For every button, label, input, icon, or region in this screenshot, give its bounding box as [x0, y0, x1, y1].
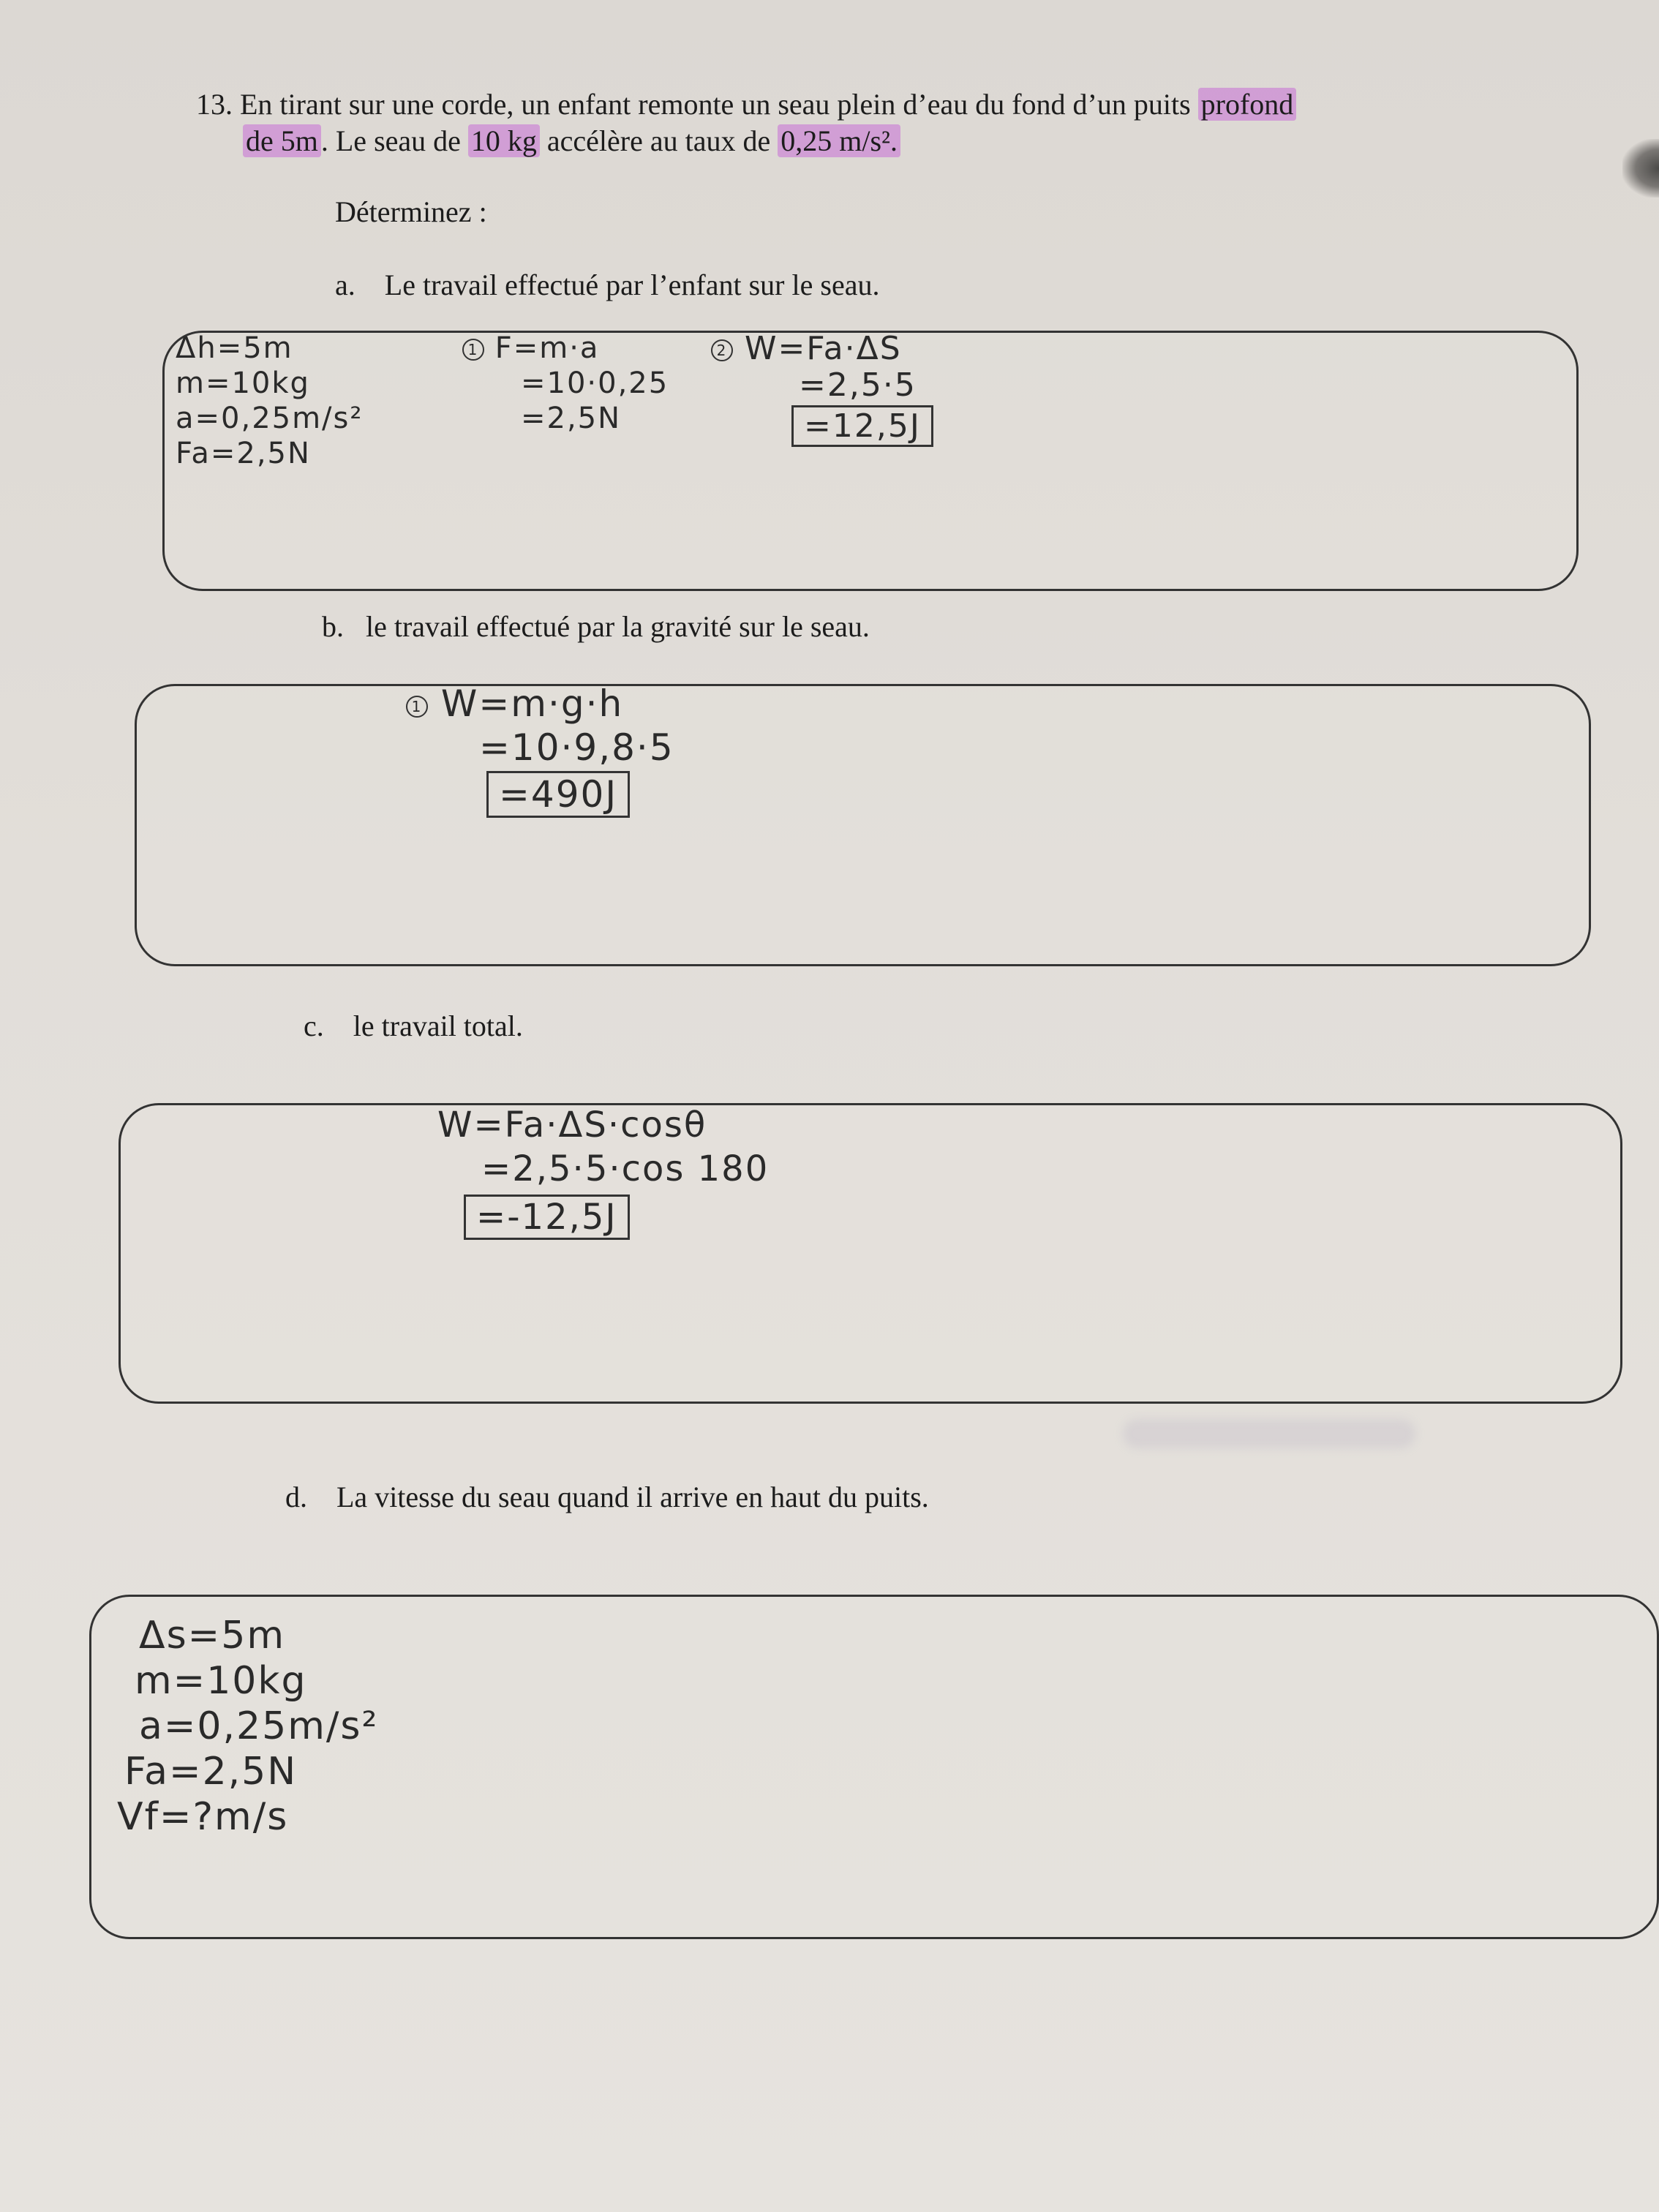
part-c-prompt	[304, 1008, 523, 1045]
given-line: Fa=2,5N	[124, 1750, 298, 1794]
highlight-depth: de 5m	[243, 124, 321, 157]
work-line: =2,5·5·cos 180	[481, 1148, 770, 1189]
highlight-profond: profond	[1198, 88, 1297, 121]
given-line: a=0,25m/s²	[176, 402, 364, 435]
answer-d-givens	[117, 1613, 378, 1840]
binder-hole	[1622, 139, 1659, 198]
work-line: W=Fa·ΔS	[745, 330, 902, 367]
boxed-result: =490J	[486, 771, 630, 818]
boxed-result: =12,5J	[791, 405, 933, 447]
part-b-letter: b.	[322, 610, 344, 643]
question-text-2a: . Le seau de	[320, 124, 461, 157]
answer-box-c[interactable]	[118, 1103, 1622, 1404]
question-number: 13.	[196, 88, 233, 121]
given-line: a=0,25m/s²	[139, 1704, 379, 1748]
part-d-text: La vitesse du seau quand il arrive en haut du puits.	[336, 1481, 929, 1513]
given-line: Δs=5m	[139, 1614, 285, 1658]
answer-a-step1	[462, 331, 669, 436]
part-a-letter: a.	[335, 268, 356, 301]
prompt-label: Déterminez :	[335, 195, 487, 228]
highlight-acceleration: 0,25 m/s².	[778, 124, 900, 157]
work-line: F=m·a	[494, 331, 600, 365]
boxed-result: =-12,5J	[464, 1195, 630, 1240]
question-text-2b: accélère au taux de	[546, 124, 771, 157]
step-number: 2	[711, 339, 733, 361]
work-line: =2,5·5	[799, 366, 917, 404]
answer-a-step2	[711, 331, 933, 445]
given-line: Vf=?m/s	[117, 1795, 289, 1839]
work-line: W=m·g·h	[440, 682, 624, 725]
part-c-letter: c.	[304, 1009, 324, 1042]
part-a-text: Le travail effectué par l’enfant sur le seau.	[384, 268, 880, 301]
part-b-text: le travail effectué par la gravité sur le seau.	[366, 610, 870, 643]
question-line-1	[196, 86, 1296, 123]
answer-c-work	[437, 1103, 769, 1239]
given-line: m=10kg	[176, 366, 310, 400]
step-number: 1	[406, 696, 428, 718]
given-line: m=10kg	[135, 1659, 307, 1703]
part-d-prompt	[285, 1479, 929, 1516]
work-line: W=Fa·ΔS·cosθ	[437, 1105, 707, 1146]
work-line: =2,5N	[521, 402, 622, 435]
answer-box-b[interactable]	[135, 684, 1591, 966]
highlight-mass: 10 kg	[468, 124, 540, 157]
work-line: =10·9,8·5	[479, 726, 674, 769]
question-text: En tirant sur une corde, un enfant remonte un seau plein d’eau du fond d’un puits	[240, 88, 1191, 121]
part-c-text: le travail total.	[353, 1009, 523, 1042]
eraser-smudge	[1123, 1419, 1415, 1448]
given-line: Fa=2,5N	[176, 437, 311, 470]
step-number: 1	[462, 339, 484, 361]
part-b-prompt	[322, 609, 870, 645]
part-a-prompt	[335, 267, 879, 304]
part-d-letter: d.	[285, 1481, 307, 1513]
answer-b-work	[406, 682, 674, 816]
answer-a-givens	[176, 331, 363, 471]
work-line: =10·0,25	[521, 366, 669, 400]
question-line-2	[243, 123, 900, 159]
given-line: Δh=5m	[176, 331, 293, 365]
